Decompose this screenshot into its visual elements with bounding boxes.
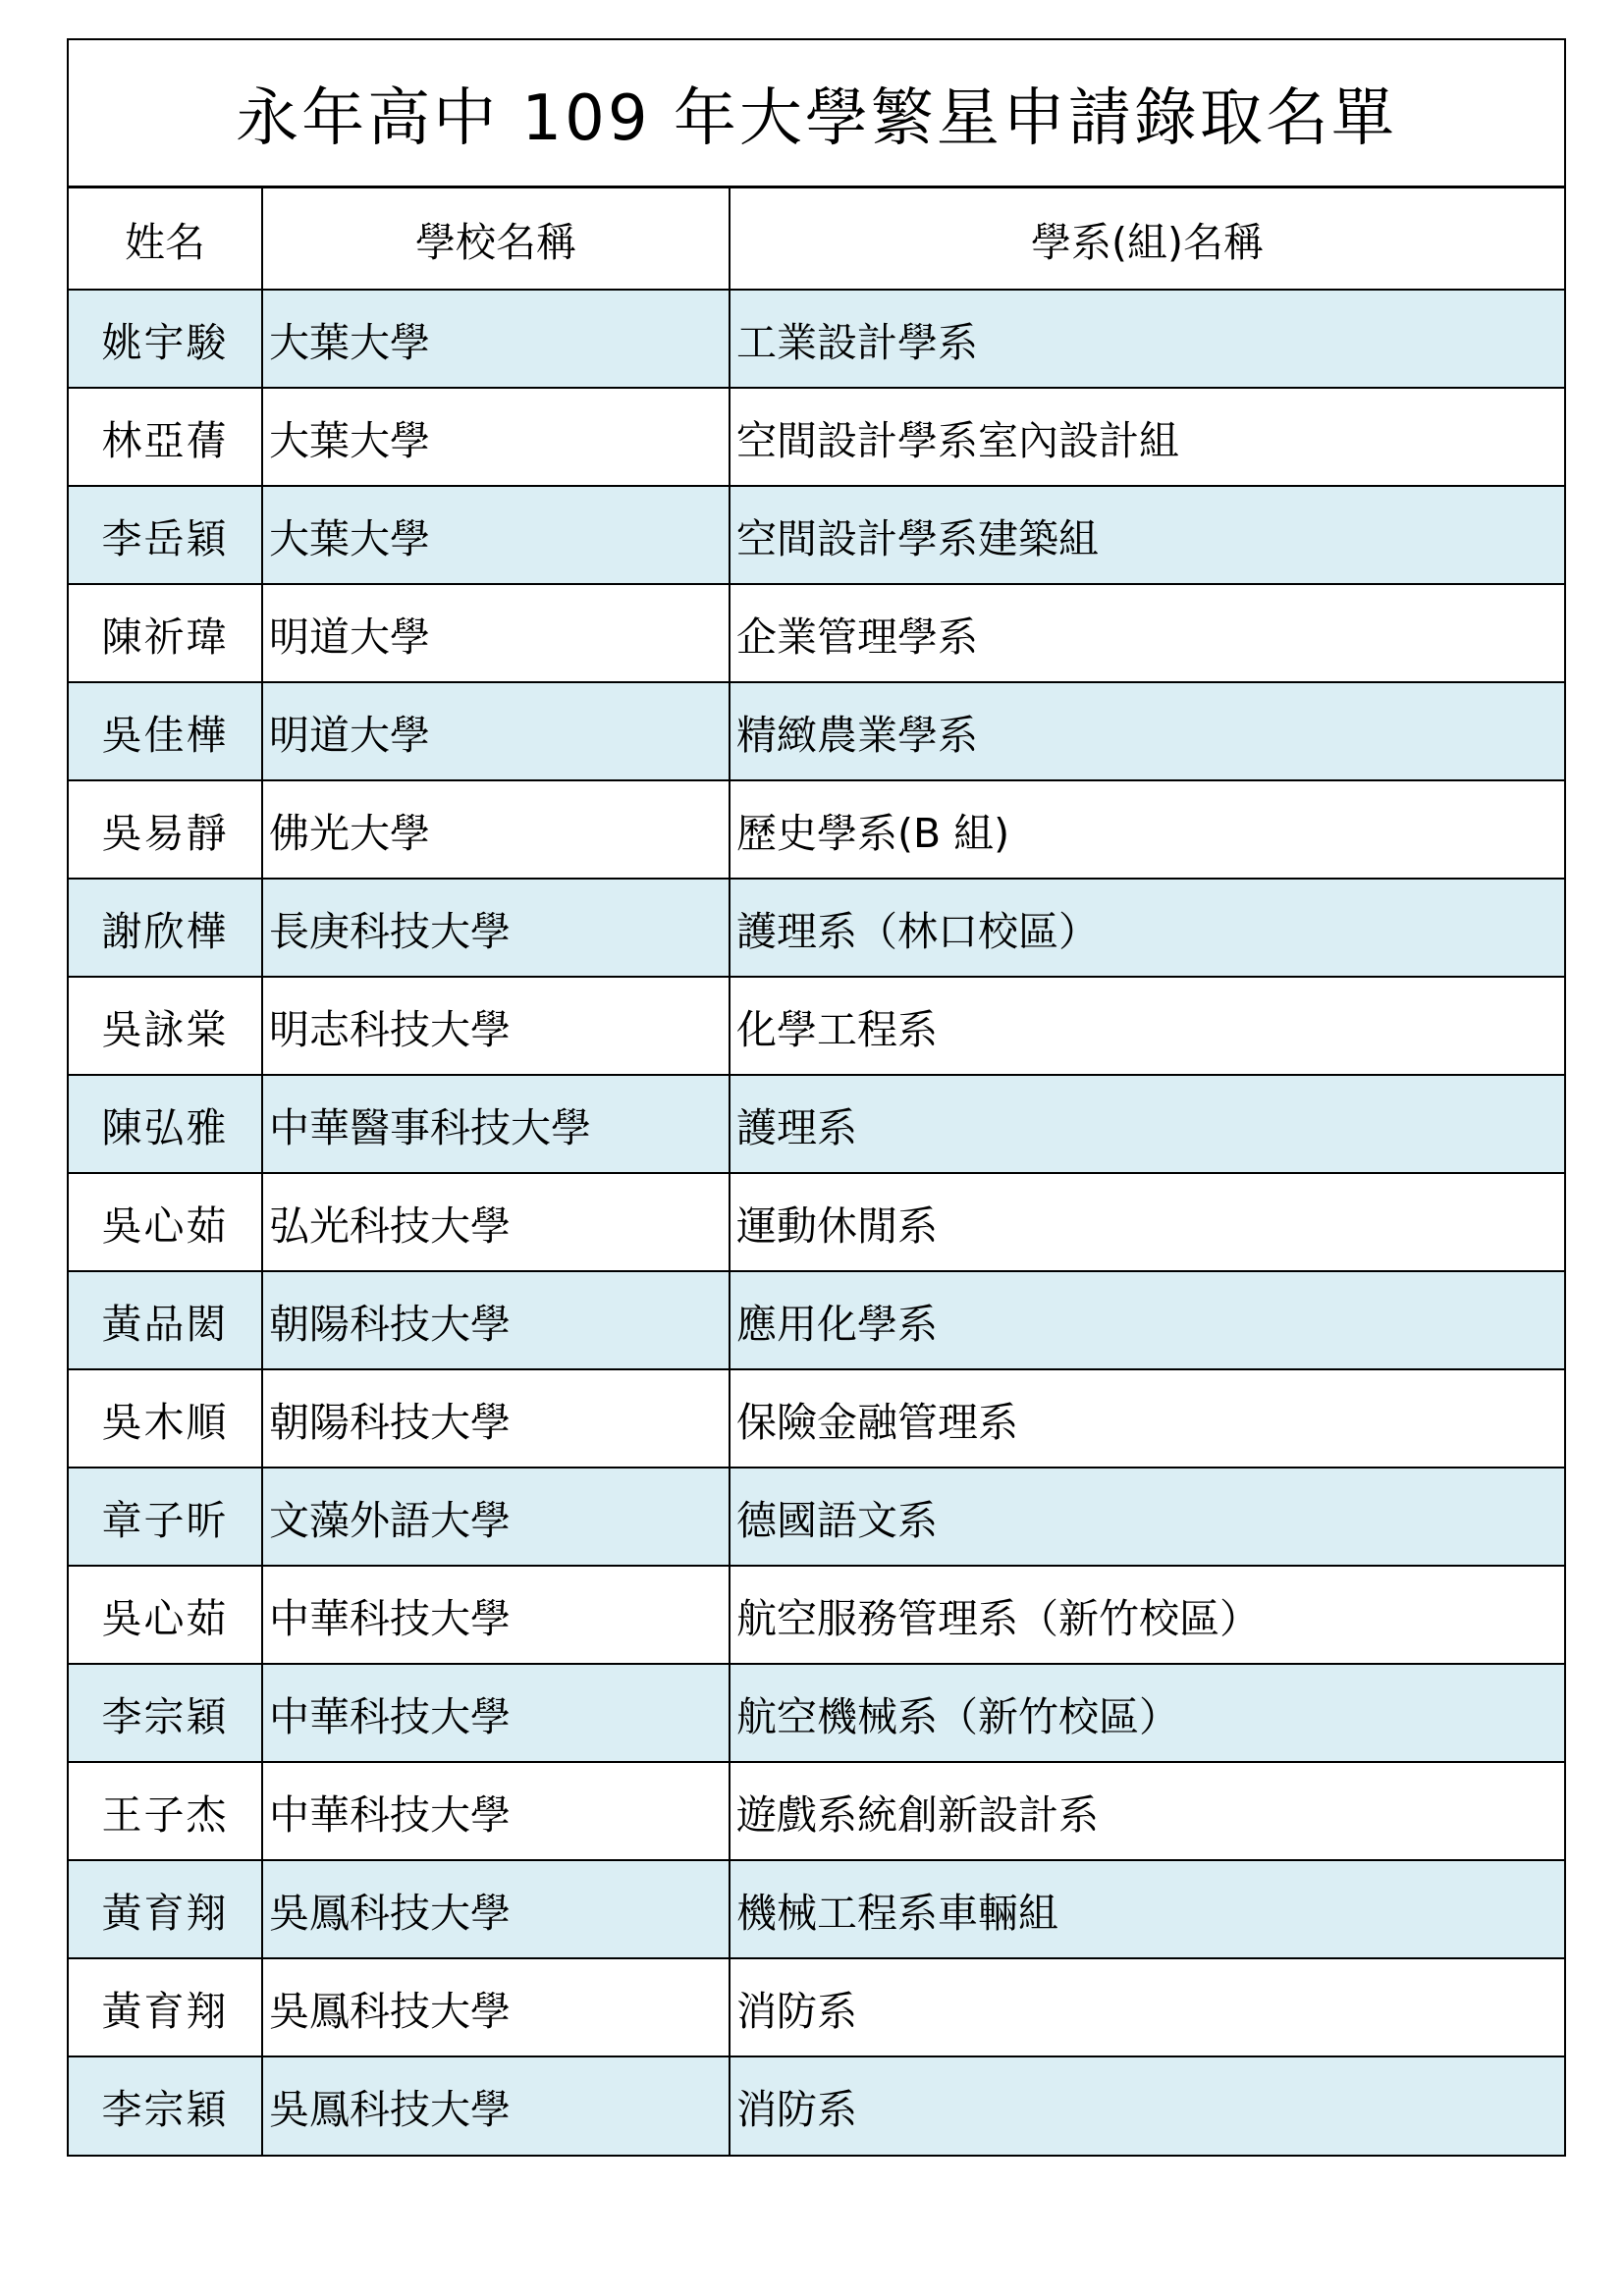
department-name: 消防系 [730,1958,1564,2056]
department-name: 消防系 [730,2056,1564,2155]
student-name: 吳詠棠 [69,977,262,1075]
table-row [69,977,1564,1075]
school-name: 明志科技大學 [262,977,730,1075]
school-name: 吳鳳科技大學 [262,2056,730,2155]
school-name: 大葉大學 [262,290,730,388]
department-name: 工業設計學系 [730,290,1564,388]
department-name: 航空機械系（新竹校區） [730,1664,1564,1762]
column-header-school: 學校名稱 [262,188,730,290]
school-name: 中華科技大學 [262,1566,730,1664]
table-header-row [69,188,1564,290]
school-name: 明道大學 [262,584,730,682]
student-name: 黃育翔 [69,1958,262,2056]
table-row [69,1860,1564,1958]
student-name: 黃品閎 [69,1271,262,1369]
school-name: 朝陽科技大學 [262,1369,730,1468]
table-row [69,682,1564,780]
table-row [69,879,1564,977]
department-name: 運動休閒系 [730,1173,1564,1271]
table-row [69,1271,1564,1369]
school-name: 朝陽科技大學 [262,1271,730,1369]
column-header-department: 學系(組)名稱 [730,188,1564,290]
student-name: 黃育翔 [69,1860,262,1958]
school-name: 大葉大學 [262,388,730,486]
department-name: 化學工程系 [730,977,1564,1075]
department-name: 保險金融管理系 [730,1369,1564,1468]
department-name: 護理系 [730,1075,1564,1173]
table-row [69,388,1564,486]
school-name: 文藻外語大學 [262,1468,730,1566]
student-name: 李宗穎 [69,1664,262,1762]
table-row [69,780,1564,879]
table-row [69,1468,1564,1566]
student-name: 吳易靜 [69,780,262,879]
table-row [69,2056,1564,2155]
department-name: 空間設計學系建築組 [730,486,1564,584]
student-name: 謝欣樺 [69,879,262,977]
student-name: 李宗穎 [69,2056,262,2155]
table-row [69,1664,1564,1762]
table-row [69,1566,1564,1664]
table-row [69,486,1564,584]
department-name: 企業管理學系 [730,584,1564,682]
school-name: 明道大學 [262,682,730,780]
department-name: 歷史學系(B 組) [730,780,1564,879]
page-title: 永年高中 109 年大學繁星申請錄取名單 [69,40,1564,188]
table-row [69,1369,1564,1468]
student-name: 吳木順 [69,1369,262,1468]
school-name: 弘光科技大學 [262,1173,730,1271]
student-name: 吳心茹 [69,1566,262,1664]
table-row [69,1173,1564,1271]
admission-list-sheet [67,38,1566,2157]
student-name: 章子昕 [69,1468,262,1566]
student-name: 陳祈瑋 [69,584,262,682]
school-name: 中華醫事科技大學 [262,1075,730,1173]
table-row [69,290,1564,388]
student-name: 吳佳樺 [69,682,262,780]
department-name: 空間設計學系室內設計組 [730,388,1564,486]
school-name: 中華科技大學 [262,1762,730,1860]
department-name: 德國語文系 [730,1468,1564,1566]
student-name: 王子杰 [69,1762,262,1860]
student-name: 林亞蒨 [69,388,262,486]
table-row [69,584,1564,682]
school-name: 大葉大學 [262,486,730,584]
school-name: 吳鳳科技大學 [262,1958,730,2056]
table-row [69,1958,1564,2056]
department-name: 應用化學系 [730,1271,1564,1369]
table-row [69,1762,1564,1860]
column-header-name: 姓名 [69,188,262,290]
school-name: 中華科技大學 [262,1664,730,1762]
department-name: 護理系（林口校區） [730,879,1564,977]
student-name: 陳弘雅 [69,1075,262,1173]
department-name: 航空服務管理系（新竹校區） [730,1566,1564,1664]
school-name: 吳鳳科技大學 [262,1860,730,1958]
school-name: 佛光大學 [262,780,730,879]
school-name: 長庚科技大學 [262,879,730,977]
admission-table [69,188,1564,2155]
department-name: 精緻農業學系 [730,682,1564,780]
table-row [69,1075,1564,1173]
student-name: 李岳穎 [69,486,262,584]
student-name: 姚宇駿 [69,290,262,388]
department-name: 機械工程系車輛組 [730,1860,1564,1958]
student-name: 吳心茹 [69,1173,262,1271]
department-name: 遊戲系統創新設計系 [730,1762,1564,1860]
